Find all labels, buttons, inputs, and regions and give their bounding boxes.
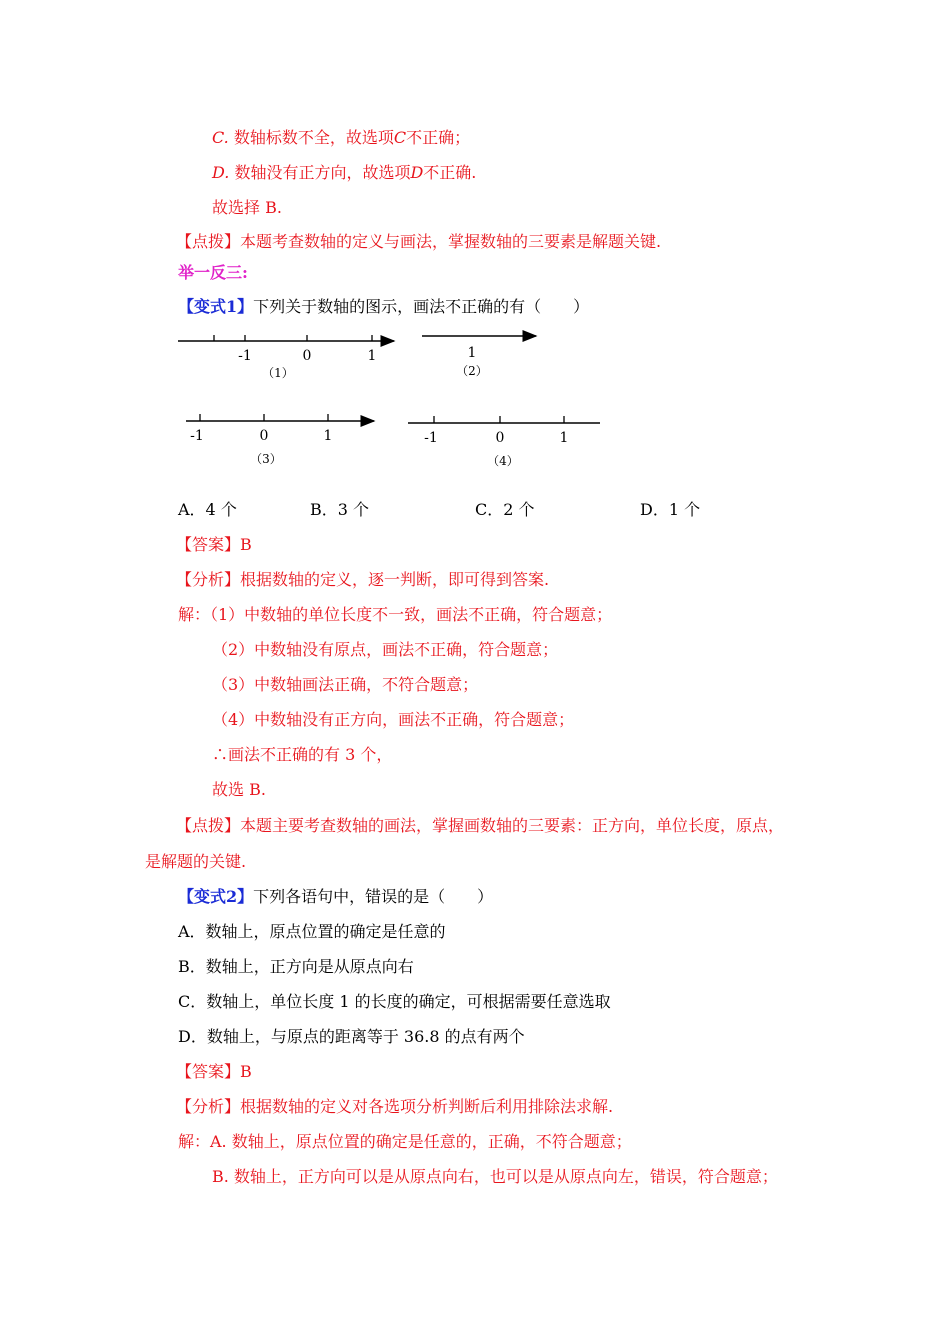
figure-4 [408,416,600,468]
fig1-label-neg1: -1 [238,348,252,364]
analysis-tag: 【分析】 [176,570,241,589]
variant1-solution-line: 解：（1）中数轴的单位长度不一致，画法不正确，符合题意； [178,605,613,624]
fig2-caption: （2） [456,364,488,378]
variant2-option-b: B．数轴上，正方向是从原点向右 [178,957,414,976]
variant1-solution-line: 故选 B. [212,780,266,799]
variant1-tip [176,815,784,837]
variant2-option-c: C．数轴上，单位长度 1 的长度的确定，可根据需要任意选取 [178,992,611,1011]
prev-tip-tag: 【点拨】 [176,232,241,251]
variant2-answer [176,1061,252,1083]
variant1-option-b: B．3 个 [310,500,370,519]
prev-solution-c [212,127,470,149]
number-line-figures [170,325,620,475]
fig4-label-1: 1 [559,430,569,446]
prev-tip-text: 本题考查数轴的定义与画法，掌握数轴的三要素是解题关键. [240,232,662,251]
fig3-label-0: 0 [259,428,269,444]
fig3-caption: （3） [250,452,282,466]
variant1-question-text: 下列关于数轴的图示，画法不正确的有（ ） [253,297,590,316]
fig4-caption: （4） [487,454,519,468]
answer-value: B [240,1062,252,1081]
variant1-option-d: D．1 个 [640,500,701,519]
variant1-solution-line: （3）中数轴画法正确，不符合题意； [212,675,479,694]
fig2-label-1: 1 [467,345,477,361]
fig4-label-0: 0 [495,430,505,446]
answer-tag: 【答案】 [176,535,241,554]
fig3-label-1: 1 [323,428,333,444]
variant2-question [178,886,493,908]
variant2-solution-a: 解：A. 数轴上，原点位置的确定是任意的，正确，不符合题意； [178,1132,632,1151]
variant1-option-a: A．4 个 [178,500,237,519]
variant1-solution-line: （2）中数轴没有原点，画法不正确，符合题意； [212,640,559,659]
fig1-label-1: 1 [367,348,377,364]
analysis-text: 根据数轴的定义，逐一判断，即可得到答案. [240,570,550,589]
prev-tip [176,231,661,253]
d-letter2: D [410,163,424,182]
fig4-label-neg1: -1 [424,430,438,446]
answer-value: B [240,535,252,554]
c-text1: 数轴标数不全，故选项 [233,128,394,147]
variant1-option-c: C．2 个 [475,500,535,519]
fig1-label-0: 0 [302,348,312,364]
variant2-option-d: D．数轴上，与原点的距离等于 36.8 的点有两个 [178,1027,525,1046]
tip-tag: 【点拨】 [176,816,241,835]
c-letter2: C [393,128,407,147]
figure-1 [178,335,394,380]
variant1-tag: 【变式1】 [178,297,254,316]
answer-tag: 【答案】 [176,1062,241,1081]
prev-solution-choose: 故选择 B. [212,198,282,217]
fig3-label-neg1: -1 [190,428,204,444]
analysis-tag: 【分析】 [176,1097,241,1116]
d-text2: 不正确. [423,163,477,182]
variant1-analysis [176,569,549,591]
variant2-tag: 【变式2】 [178,887,254,906]
c-text2: 不正确； [406,128,471,147]
d-text1: 数轴没有正方向，故选项 [234,163,411,182]
variant2-question-text: 下列各语句中，错误的是（ ） [253,887,494,906]
variant2-analysis [176,1096,613,1118]
variant1-question [178,296,589,318]
variant1-solution-line: ∴画法不正确的有 3 个， [212,745,393,764]
fig1-caption: （1） [262,366,294,380]
variant1-tip-line2: 是解题的关键. [145,852,247,871]
variant1-solution-line: （4）中数轴没有正方向，画法不正确，符合题意； [212,710,575,729]
prev-solution-d [212,162,476,184]
analysis-text: 根据数轴的定义对各选项分析判断后利用排除法求解. [240,1097,614,1116]
tip-line1: 本题主要考查数轴的画法，掌握画数轴的三要素：正方向，单位长度，原点， [240,816,785,835]
variant2-option-a: A．数轴上，原点位置的确定是任意的 [178,922,446,941]
c-letter: C. [212,128,229,147]
figure-2 [422,336,536,378]
section-title: 举一反三: [178,263,248,282]
figure-3 [186,414,374,466]
variant1-answer [176,534,252,556]
variant2-solution-b: B. 数轴上，正方向可以是从原点向右，也可以是从原点向左，错误，符合题意； [212,1167,778,1186]
d-letter: D. [212,163,230,182]
